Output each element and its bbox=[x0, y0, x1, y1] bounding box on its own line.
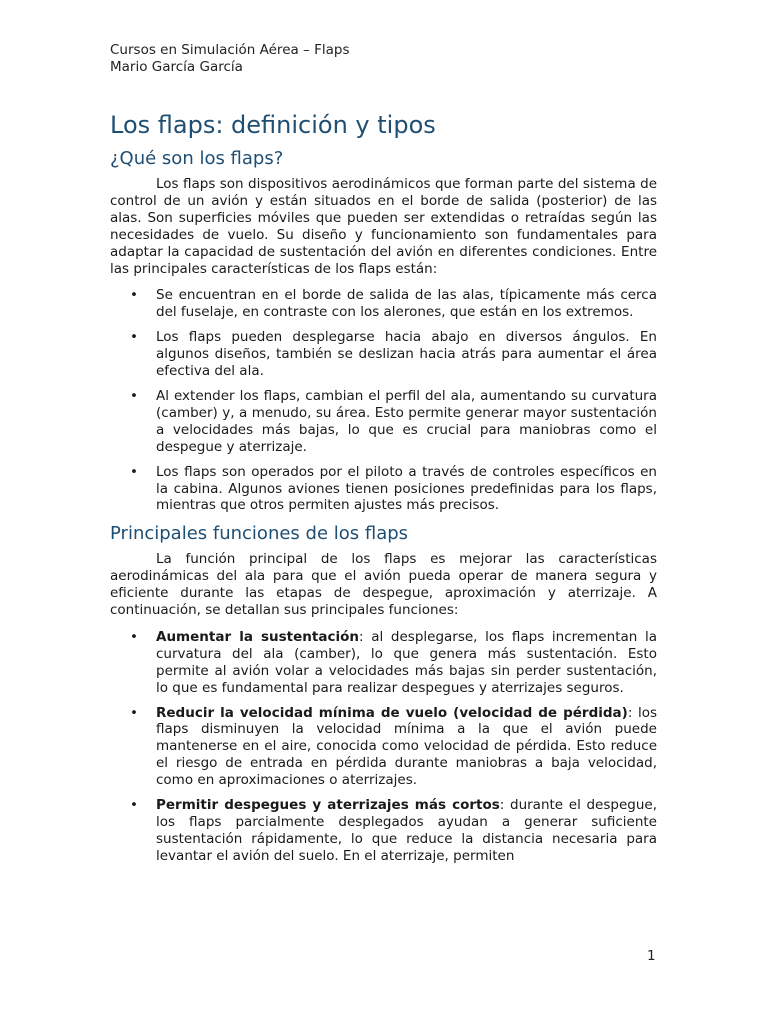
functions-list bbox=[110, 629, 657, 865]
list-item-text: Los flaps pueden desplegarse hacia abajo en diversos ángulos. En algunos diseños, también se deslizan hacia atrás para aumentar el área efectiva del ala. bbox=[156, 329, 657, 380]
header-course-title: Cursos en Simulación Aérea – Flaps bbox=[110, 42, 350, 58]
list-item-term: Reducir la velocidad mínima de vuelo (velocidad de pérdida) bbox=[156, 704, 628, 721]
bullet-icon: • bbox=[130, 329, 138, 346]
section-heading-definition: ¿Qué son los flaps? bbox=[110, 148, 284, 169]
section-functions-intro: La función principal de los flaps es mejorar las características aerodinámicas del ala para que el avión pueda operar de manera segura y eficiente durante las etapas de despegue, aproximación y aterrizaje. A continuación, se detallan sus principales funciones: bbox=[110, 551, 657, 619]
bullet-icon: • bbox=[130, 704, 138, 721]
header-author: Mario García García bbox=[110, 58, 243, 75]
list-item bbox=[110, 629, 657, 697]
list-item bbox=[110, 388, 657, 456]
list-item-term: Permitir despegues y aterrizajes más cortos bbox=[156, 797, 500, 814]
section-definition-intro: Los flaps son dispositivos aerodinámicos que forman parte del sistema de control de un avión y están situados en el borde de salida (posterior) de las alas. Son superficies móviles que pueden ser extendidas o retraídas según las necesidades de vuelo. Su diseño y funcionamiento son fundamentales para adaptar la capacidad de sustentación del avión en diferentes condiciones. Entre las principales características de los flaps están: bbox=[110, 176, 657, 277]
document-title: Los flaps: definición y tipos bbox=[110, 111, 436, 139]
page-number: 1 bbox=[647, 948, 656, 964]
list-item bbox=[110, 287, 657, 321]
list-item-text: : durante el despegue, los flaps parcialmente desplegados ayudan a generar suficiente sustentación rápidamente, lo que reduce la distancia necesaria para levantar el avión del suelo. En el aterrizaje, permiten bbox=[156, 797, 657, 864]
list-item-term: Aumentar la sustentación bbox=[156, 628, 359, 645]
characteristics-list bbox=[110, 287, 657, 514]
list-item bbox=[110, 797, 657, 865]
bullet-icon: • bbox=[130, 463, 138, 480]
list-item bbox=[110, 705, 657, 790]
section-heading-functions: Principales funciones de los flaps bbox=[110, 523, 409, 545]
list-item-text: : al desplegarse, los flaps incrementan la curvatura del ala (camber), lo que genera más sustentación. Esto permite al avión volar a velocidades más bajas sin perder sustentación, lo que es fundamental para realizar despegues y aterrizajes seguros. bbox=[156, 628, 658, 696]
bullet-icon: • bbox=[130, 797, 138, 814]
page-header bbox=[110, 42, 350, 75]
list-item-text: Los flaps son operados por el piloto a través de controles específicos en la cabina. Algunos aviones tienen posiciones predefinidas para los flaps, mientras que otros permiten ajustes más precisos. bbox=[156, 463, 657, 514]
list-item bbox=[110, 464, 657, 515]
document-body bbox=[110, 110, 657, 873]
list-item-text: Se encuentran en el borde de salida de las alas, típicamente más cerca del fuselaje, en contraste con los alerones, que están en los extremos. bbox=[156, 287, 657, 321]
bullet-icon: • bbox=[130, 628, 138, 645]
list-item-text: Al extender los flaps, cambian el perfil del ala, aumentando su curvatura (camber) y, a menudo, su área. Esto permite generar mayor sustentación a velocidades más bajas, lo que es crucial para maniobras como el despegue y aterrizaje. bbox=[156, 387, 657, 455]
list-item-text: : los flaps disminuyen la velocidad mínima a la que el avión puede mantenerse en el aire, conocida como velocidad de pérdida. Esto reduce el riesgo de entrada en pérdida durante maniobras a baja velocidad, como en aproximaciones o aterrizajes. bbox=[156, 704, 657, 789]
bullet-icon: • bbox=[130, 287, 138, 304]
bullet-icon: • bbox=[130, 387, 138, 404]
list-item bbox=[110, 329, 657, 380]
